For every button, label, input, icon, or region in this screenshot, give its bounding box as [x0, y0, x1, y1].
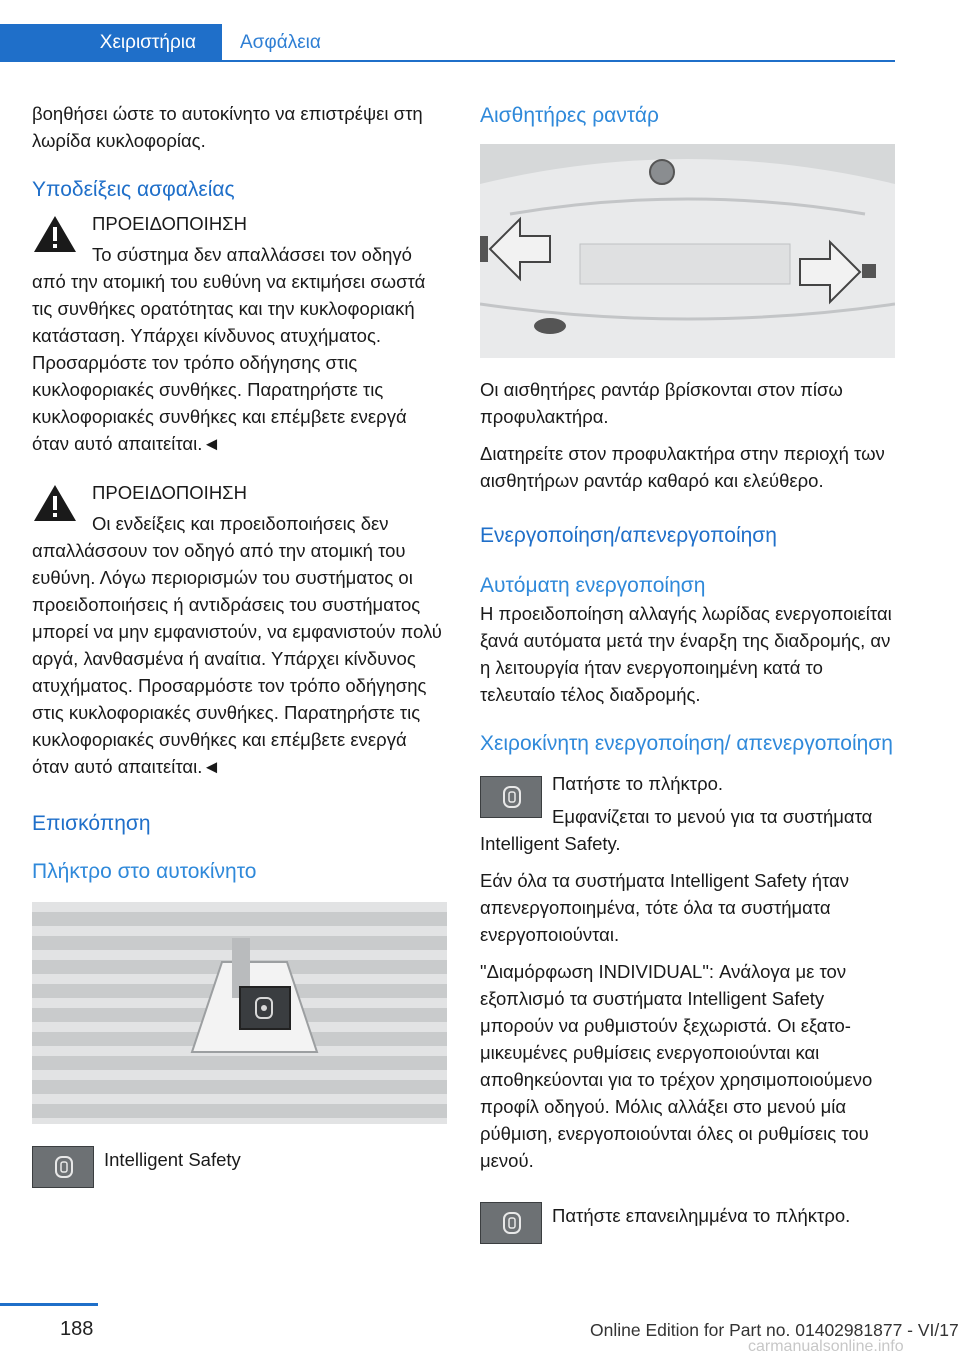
onoff-heading: Ενεργοποίηση/απενεργοποίηση	[480, 524, 777, 547]
left-column	[32, 100, 447, 1188]
warning-label-2: ΠΡΟΕΙΔΟΠΟΙΗΣΗ	[92, 482, 247, 503]
step1-text: Πατήστε το πλήκτρο.	[552, 773, 724, 794]
tab-controls[interactable]: Χειριστήρια	[0, 24, 222, 62]
watermark: carmanualsonline.info	[748, 1338, 904, 1355]
warning-block-1	[32, 210, 447, 457]
radar-clean-text: Διατηρείτε στον προφυλακτήρα στην περιοχή των αισθητήρων ραντάρ καθαρό και ελεύθερο.	[480, 443, 885, 491]
step-press-repeatedly	[480, 1196, 895, 1244]
page-number: 188	[60, 1318, 94, 1340]
button-in-car-heading: Πλήκτρο στο αυτοκίνητο	[32, 860, 257, 883]
radar-location-text: Οι αισθητήρες ραντάρ βρίσκονται στον πίσω προφυλακτήρα.	[480, 379, 843, 427]
radar-heading: Αισθητήρες ραντάρ	[480, 104, 659, 127]
warning-text-2: Οι ενδείξεις και προειδοποιήσεις δεν απαλλάσσουν τον οδηγό από την ατομική του ευθύνη. Λόγω περιορισμών του συστήματος οι προειδοποιήσεις ή αντιδράσεις του συστήματος μπορεί να μην εμφανιστούν, να εμφανιστούν πολύ αργά, λανθασμένα ή αναίτια. Υπάρχει κίνδυνος ατυχήματος. Προσαρμόστε τον τρόπο οδήγησης στις κυκλοφοριακές συνθήκες. Παρατηρήστε τις κυκλοφοριακές συνθήκες και επέμβετε ενεργά όταν αυτό απαιτείται.◄	[32, 513, 442, 777]
step1-result-text: Εμφανίζεται το μενού για τα συστήματα Intelligent Safety.	[480, 806, 873, 854]
tab-safety[interactable]: Ασφάλεια	[240, 32, 321, 53]
warning-text-1: Το σύστημα δεν απαλλάσσει τον οδηγό από την ατομική του ευθύνη να εκτιμήσει σωστά τις συνθήκες ορατότητας και την κυκλοφοριακή κατάσταση. Υπάρχει κίνδυνος ατυχήματος. Προσαρμόστε τον τρόπο οδήγησης στις κυκλοφοριακές συνθήκες. Παρατηρήστε τις κυκλοφοριακές συνθήκες και επέμβετε ενεργά όταν αυτό απαιτείται.◄	[32, 244, 426, 454]
warning-triangle-icon	[32, 483, 78, 523]
step2-text: Πατήστε επανειλημμένα το πλήκτρο.	[552, 1205, 851, 1226]
auto-activation-text: Η προειδοποίηση αλλαγής λωρίδας ενεργοποιείται ξανά αυτόματα μετά την έναρξη της διαδρομής, αν η λειτουργία ήταν ενεργοποιημένη κατά το τελευταίο τέλος διαδρομής.	[480, 603, 892, 705]
intro-text: βοηθήσει ώστε το αυτοκίνητο να επιστρέψει στη λωρίδα κυκλοφορίας.	[32, 103, 423, 151]
all-off-text: Εάν όλα τα συστήματα Intelligent Safety ήταν απενεργοποιημένα, τότε όλα τα συστήματα ενεργοποιούνται.	[480, 870, 850, 945]
step-press-key	[480, 770, 895, 857]
intelligent-safety-icon	[502, 786, 522, 808]
intelligent-safety-icon	[54, 1156, 74, 1178]
footer-divider	[0, 1303, 98, 1306]
radar-sensor-illustration	[480, 144, 895, 358]
warning-block-2	[32, 479, 447, 780]
warning-triangle-icon	[32, 214, 78, 254]
auto-activation-heading: Αυτόματη ενεργοποίηση	[480, 574, 706, 597]
manual-activation-heading: Χειροκίνητη ενεργοποίηση/ απενεργοποίηση	[480, 732, 893, 755]
intelligent-safety-button[interactable]	[32, 1146, 94, 1188]
intelligent-safety-key-row	[32, 1140, 447, 1188]
car-button-illustration	[32, 902, 447, 1124]
intelligent-safety-icon	[502, 1212, 522, 1234]
warning-label-1: ΠΡΟΕΙΔΟΠΟΙΗΣΗ	[92, 213, 247, 234]
overview-heading: Επισκόπηση	[32, 812, 151, 835]
intelligent-safety-label: Intelligent Safety	[104, 1149, 241, 1170]
intelligent-safety-button[interactable]	[480, 776, 542, 818]
header-divider	[0, 60, 895, 62]
edition-text: Online Edition for Part no. 01402981877 - VI/17	[590, 1320, 959, 1340]
right-column	[480, 100, 895, 1244]
individual-config-text: "Διαμόρφωση INDIVIDUAL": Ανάλογα με τον εξοπλισμό τα συστήματα Intelligent Safety μπορούν να ρυθμιστούν ξεχωριστά. Οι εξατομικευμένες ρυθμίσεις ενεργοποιούνται και αποθηκεύονται για το τρέχον χρησιμοποιούμενο προφίλ οδηγού. Μόλις αλλάξει στο μενού μία ρύθμιση, ενεργοποιούνται όλες οι ρυθμίσεις του μενού.	[480, 961, 873, 1171]
safety-heading: Υποδείξεις ασφαλείας	[32, 178, 235, 201]
intelligent-safety-button[interactable]	[480, 1202, 542, 1244]
